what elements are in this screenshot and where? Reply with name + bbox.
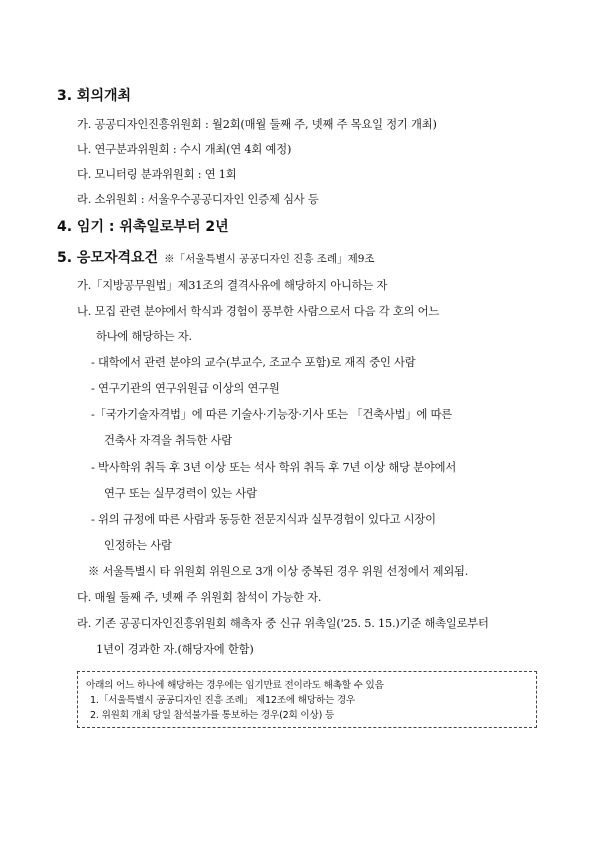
sub-item-5-line1: - 위의 규정에 따른 사람과 동등한 전문지식과 실무경험이 있다고 시장이 xyxy=(91,513,436,526)
section-5-item-na-line1: 나. 모집 관련 분야에서 학식과 경험이 풍부한 사람으로서 다음 각 호의 어느 xyxy=(77,305,440,318)
sub-item-3-line2: 건축사 자격을 취득한 사람 xyxy=(104,434,233,447)
section-3-item-da: 다. 모니터링 분과위원회 : 연 1회 xyxy=(77,168,237,181)
note-line-2: 2. 위원회 개최 당일 참석불가를 통보하는 경우(2회 이상) 등 xyxy=(90,710,335,721)
note-intro: 아래의 어느 하나에 해당하는 경우에는 임기만료 전이라도 해촉할 수 있음 xyxy=(86,680,384,691)
section-5-reference: ※「서울특별시 공공디자인 진흥 조례」제9조 xyxy=(164,253,375,265)
note-line-1: 1.「서울특별시 공공디자인 진흥 조례」 제12조에 해당하는 경우 xyxy=(90,695,355,706)
remark-text: ※ 서울특별시 타 위원회 위원으로 3개 이상 중복된 경우 위원 선정에서 제외됨. xyxy=(88,565,469,578)
section-5-item-ra-line2: 1년이 경과한 자.(해당자에 한함) xyxy=(96,643,254,656)
sub-item-4-line2: 연구 또는 실무경력이 있는 사람 xyxy=(104,487,257,500)
sub-item-1: - 대학에서 관련 분야의 교수(부교수, 조교수 포함)로 재직 중인 사람 xyxy=(91,356,416,369)
sub-item-5-line2: 인정하는 사람 xyxy=(104,539,172,552)
section-3-item-na: 나. 연구분과위원회 : 수시 개최(연 4회 예정) xyxy=(77,143,292,156)
section-5-item-ra-line1: 라. 기존 공공디자인진흥위원회 해촉자 중 신규 위촉일('25. 5. 15.)기준 해촉일로부터 xyxy=(77,617,489,630)
sub-item-2: - 연구기관의 연구위원급 이상의 연구원 xyxy=(91,382,280,395)
sub-item-4-line1: - 박사학위 취득 후 3년 이상 또는 석사 학위 취득 후 7년 이상 해당 분야에서 xyxy=(91,461,457,474)
section-5-item-ga: 가.「지방공무원법」제31조의 결격사유에 해당하지 아니하는 자 xyxy=(77,279,388,292)
section-5-title: 5. 응모자격요건 xyxy=(57,250,159,266)
sub-item-3-line1: -「국가기술자격법」에 따른 기술사·기능장·기사 또는 「건축사법」에 따른 xyxy=(91,408,452,421)
section-5-item-na-line2: 하나에 해당하는 자. xyxy=(96,330,192,343)
section-3-item-ga: 가. 공공디자인진흥위원회 : 월2회(매월 둘째 주, 넷째 주 목요일 정기 개최) xyxy=(77,118,437,131)
section-4-heading: 4. 임기 : 위촉일로부터 2년 xyxy=(57,219,229,235)
dismissal-note-box xyxy=(77,671,537,728)
section-5-heading xyxy=(57,247,375,267)
section-3-item-ra: 라. 소위원회 : 서울우수공공디자인 인증제 심사 등 xyxy=(77,193,319,206)
section-3-heading: 3. 회의개최 xyxy=(57,88,132,104)
section-5-item-da: 다. 매월 둘째 주, 넷째 주 위원회 참석이 가능한 자. xyxy=(77,591,322,604)
